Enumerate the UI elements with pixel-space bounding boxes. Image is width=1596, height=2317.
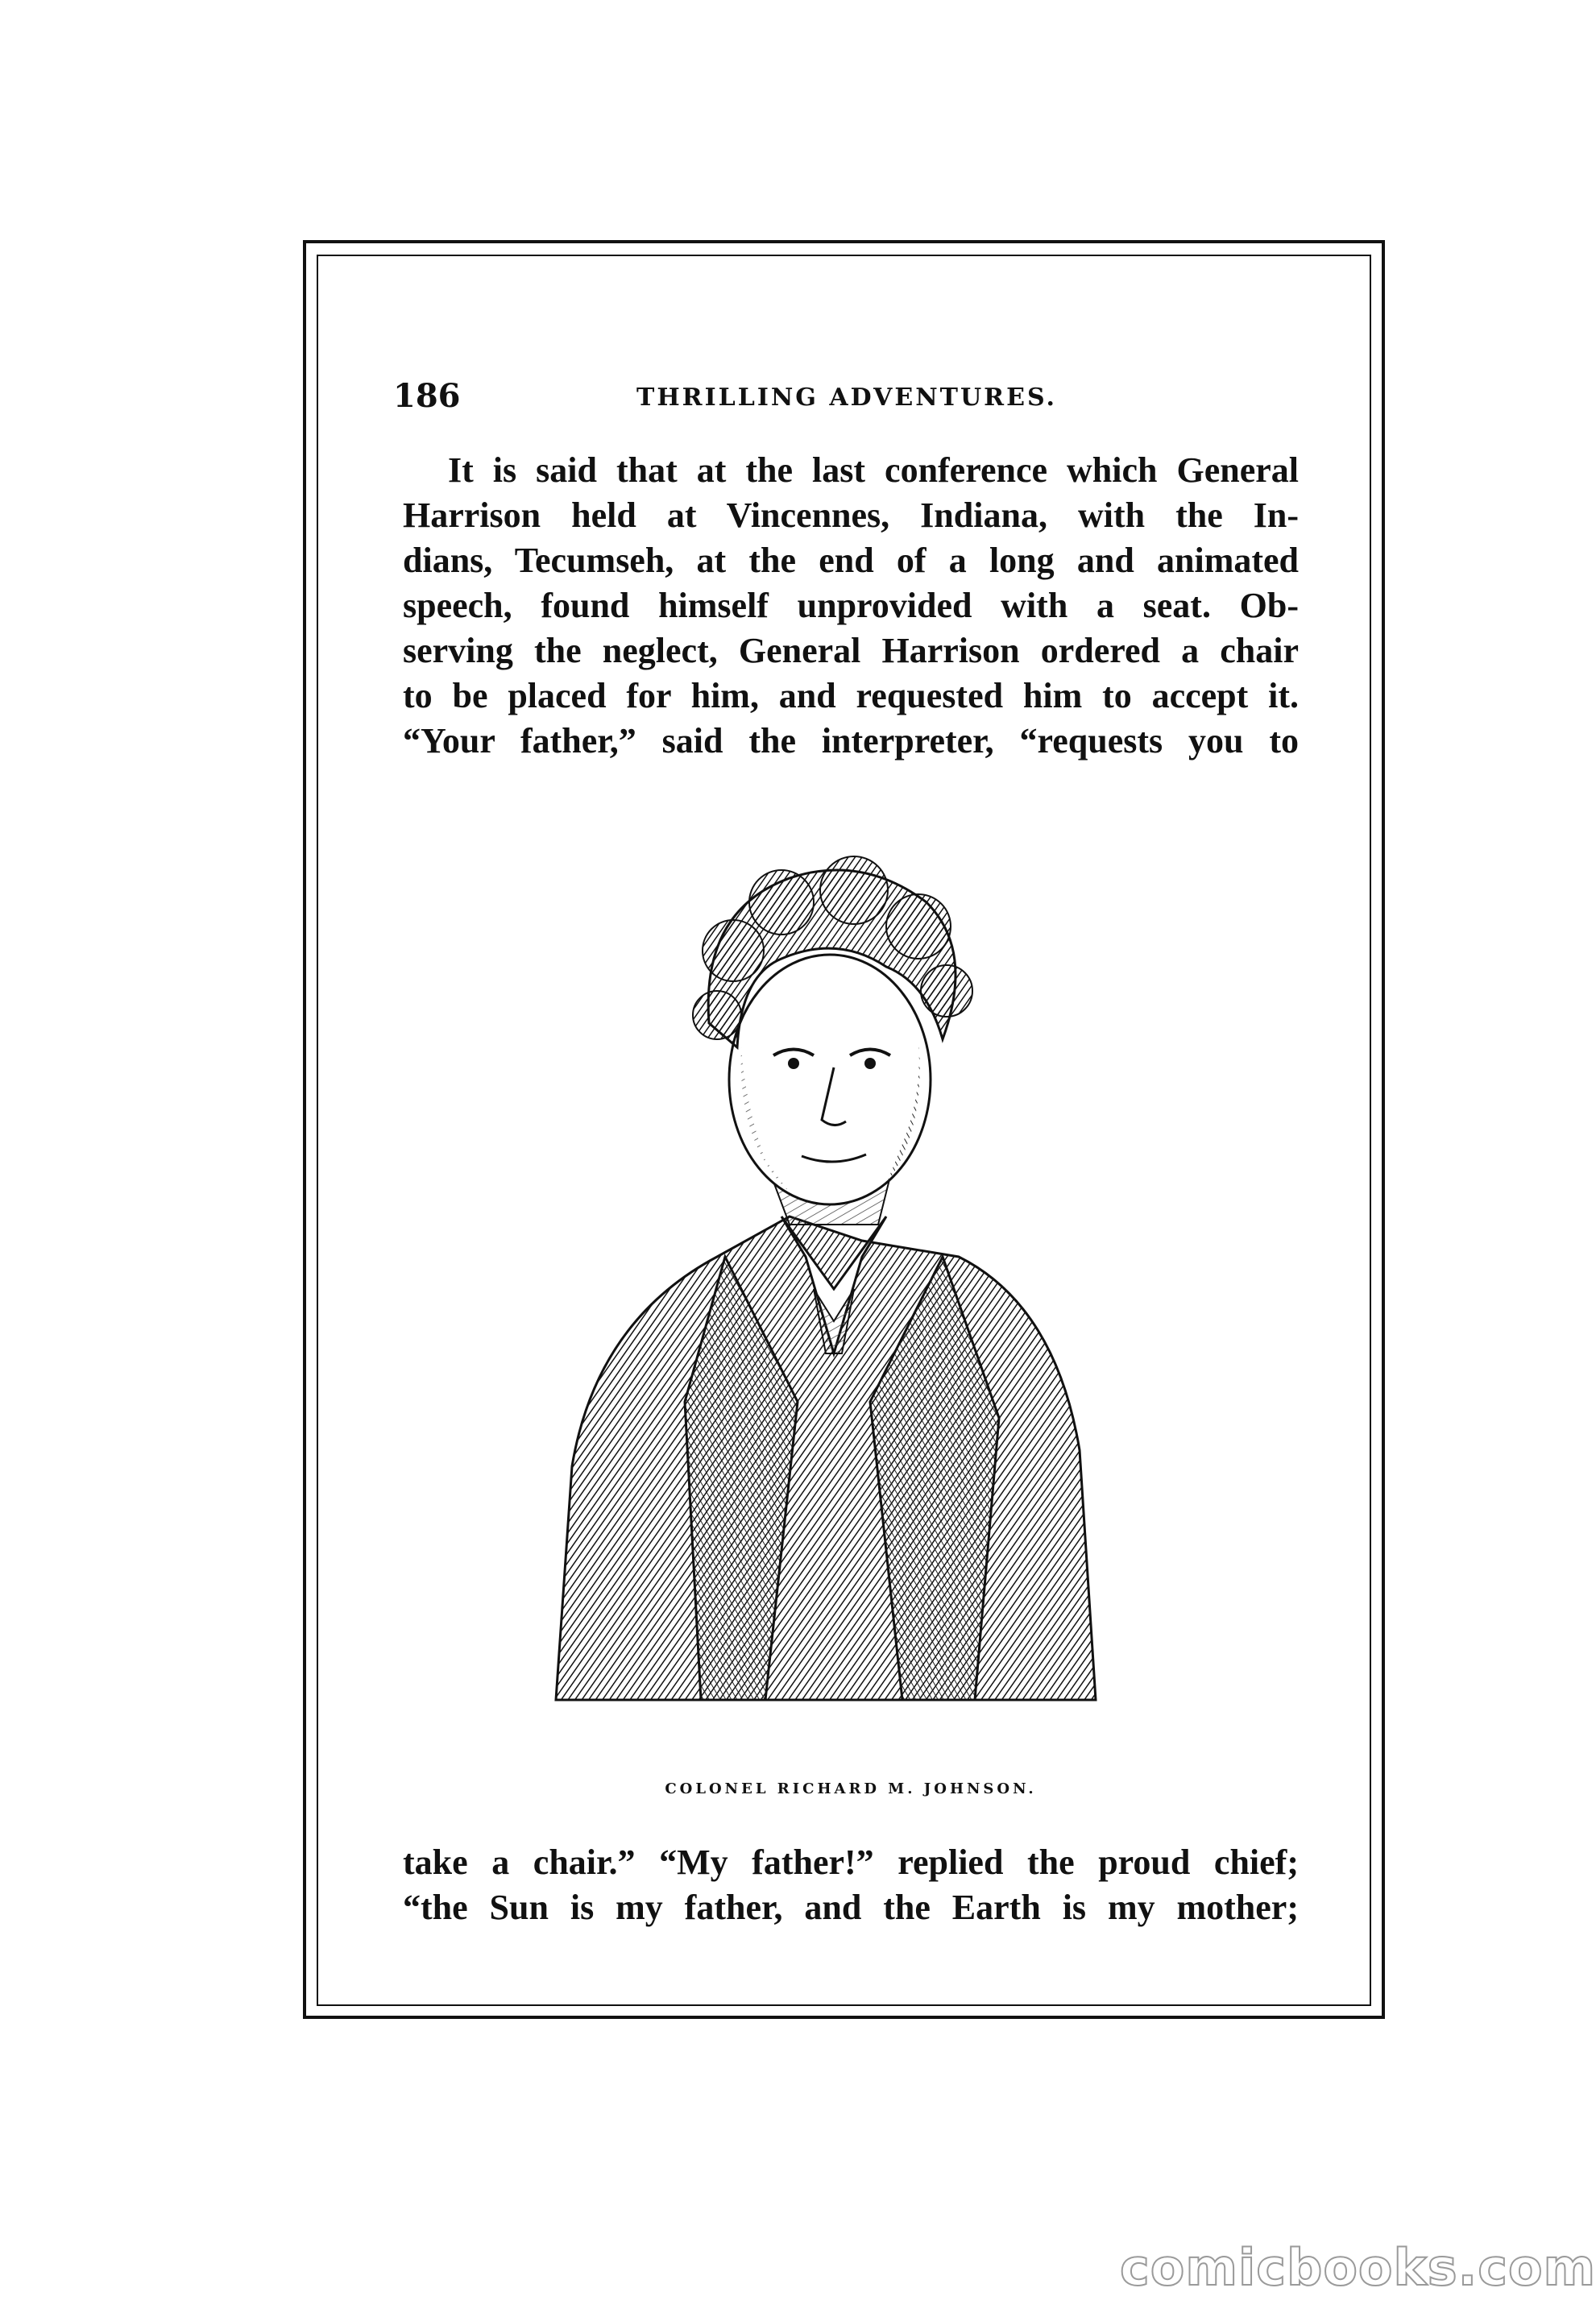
text-line: take a chair.” “My father!” replied the proud chief;: [403, 1842, 1299, 1882]
text-line: “Your father,” said the interpreter, “requests you to: [403, 721, 1299, 761]
text-line: speech, found himself unprovided with a seat. Ob-: [403, 586, 1299, 625]
running-head: [393, 377, 1150, 417]
page-number: 186: [393, 377, 461, 415]
illustration-caption: COLONEL RICHARD M. JOHNSON.: [665, 1780, 1037, 1797]
text-line: to be placed for him, and requested him to accept it.: [403, 676, 1299, 715]
watermark-logo: comicbooks.com: [1120, 2238, 1596, 2297]
text-line: dians, Tecumseh, at the end of a long and animated: [403, 541, 1299, 580]
text-line: Harrison held at Vincennes, Indiana, with the In-: [403, 495, 1299, 535]
portrait-engraving: [524, 838, 1124, 1732]
text-line: “the Sun is my father, and the Earth is my mother;: [403, 1888, 1299, 1927]
top-paragraph: [403, 448, 1299, 764]
running-title: THRILLING ADVENTURES.: [636, 383, 1057, 412]
text-line: serving the neglect, General Harrison ordered a chair: [403, 631, 1299, 670]
bottom-paragraph: [403, 1840, 1299, 1930]
text-line: It is said that at the last conference which General: [448, 450, 1299, 490]
